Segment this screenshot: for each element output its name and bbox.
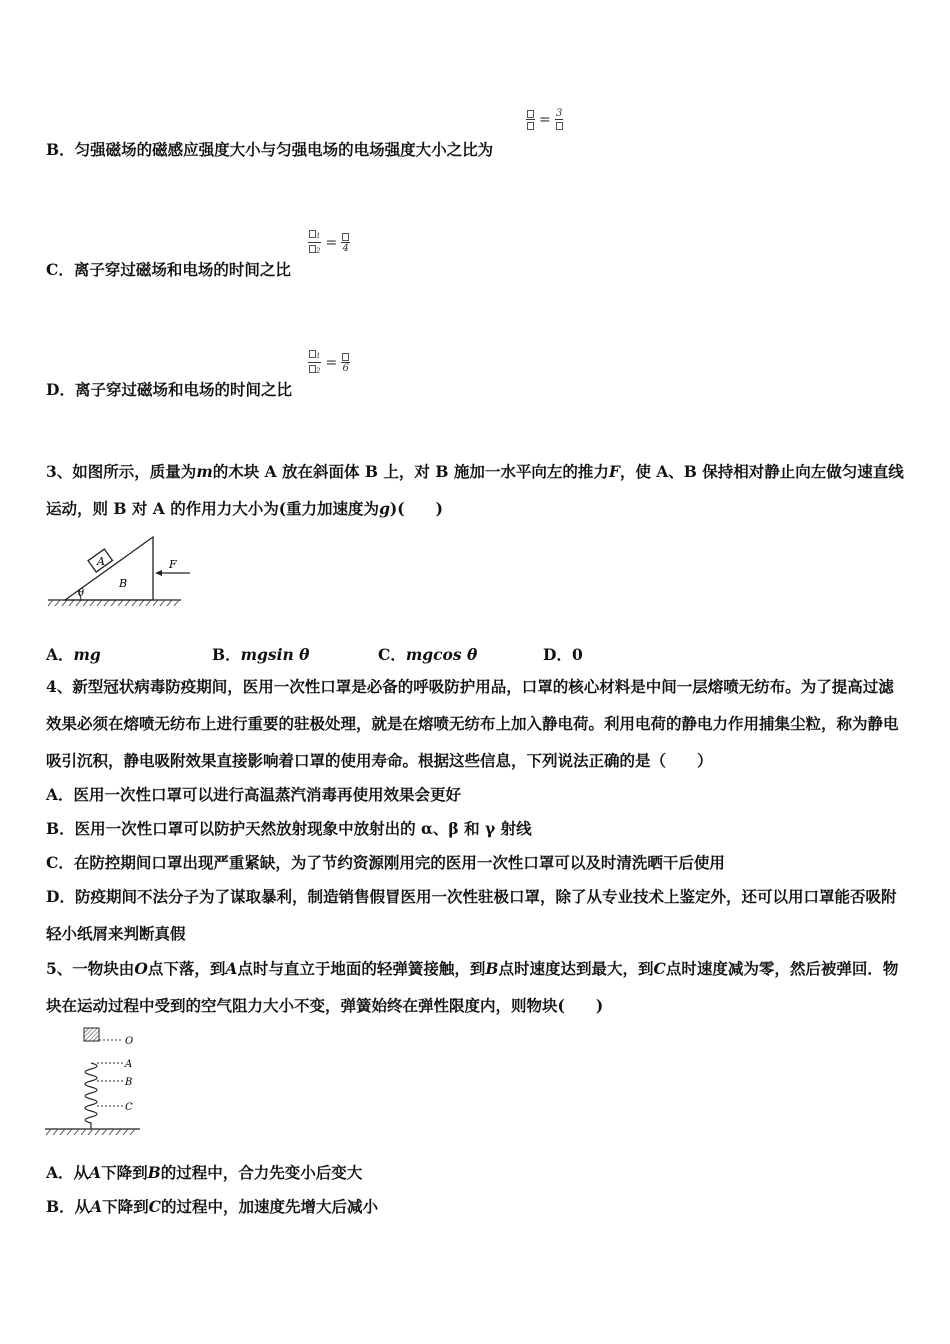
label-o: O <box>125 1036 134 1047</box>
label-b: B <box>119 577 128 590</box>
q3-stem: 3、如图所示，质量为m的木块 A 放在斜面体 B 上，对 B 施加一水平向左的推力F，使 A、B 保持相对静止向左做匀速直线运动，则 B 对 A 的作用力大小为(重力加速度为g)( ) <box>46 462 904 518</box>
force-arrowhead <box>155 570 162 576</box>
q4-option-b: B．医用一次性口罩可以防护天然放射现象中放射出的 α、β 和 γ 射线 <box>46 819 532 838</box>
q4-option-d: D．防疫期间不法分子为了谋取暴利，制造销售假冒医用一次性驻极口罩，除了从专业技术上鉴定外，还可以用口罩能否吸附轻小纸屑来判断真假 <box>46 887 897 943</box>
q2-option-d <box>46 380 292 400</box>
spring-figure <box>45 1025 155 1140</box>
q5-stem: 5、一物块由O点下落，到A点时与直立于地面的轻弹簧接触，到B点时速度达到最大，到C点时速度减为零，然后被弹回．物块在运动过程中受到的空气阻力大小不变，弹簧始终在弹性限度内，则物块( ) <box>46 959 899 1015</box>
label-b: B <box>125 1077 133 1088</box>
label-a: A <box>125 1059 133 1070</box>
q2-c-formula: $\frac{_1}{_2}$ = 4 <box>306 228 352 257</box>
label-f: F <box>169 558 177 571</box>
option-label: B． <box>46 140 75 159</box>
q3-option-c: C．mgcos θ <box>378 645 478 664</box>
q3-option-d: D．0 <box>543 645 583 664</box>
q2-d-formula: $\frac{_1}{_2}$ = 6 <box>306 348 352 377</box>
spring-coil <box>85 1063 97 1129</box>
q5-option-b: B．从A下降到C的过程中，加速度先增大后减小 <box>46 1197 379 1216</box>
formula-denominator: 6 <box>342 363 349 374</box>
q3-option-a: A．mg <box>46 645 101 664</box>
label-c: C <box>125 1102 133 1113</box>
label-a: A <box>97 555 105 568</box>
q4-option-a: A．医用一次性口罩可以进行高温蒸汽消毒再使用效果会更好 <box>46 785 462 804</box>
option-text: 离子穿过磁场和电场的时间之比 <box>74 380 292 399</box>
q4-stem: 4、新型冠状病毒防疫期间，医用一次性口罩是必备的呼吸防护用品，口罩的核心材料是中间一层熔喷无纺布。为了提高过滤效果必须在熔喷无纺布上进行重要的驻极处理，就是在熔喷无纺布上加入静电荷。利用电荷的静电力作用捕集尘粒，称为静电吸引沉积，静电吸附效果直接影响着口罩的使用寿命。根据这些信息，下列说法正确的是（ ） <box>46 677 899 770</box>
ground-hatching <box>46 1129 135 1135</box>
ground-hatching <box>48 600 179 606</box>
q3-option-b: B．mgsin θ <box>212 645 310 664</box>
option-text: 匀强磁场的磁感应强度大小与匀强电场的电场强度大小之比为 <box>74 140 494 159</box>
label-theta: θ <box>78 588 85 599</box>
formula-denominator: 4 <box>342 243 349 254</box>
incline-figure <box>45 535 195 610</box>
q2-option-c <box>46 260 291 280</box>
q2-b-formula: = 3 <box>524 108 566 131</box>
option-label: D． <box>46 380 75 399</box>
option-label: C． <box>46 260 74 279</box>
option-text: 离子穿过磁场和电场的时间之比 <box>73 260 291 279</box>
formula-numerator: 3 <box>556 108 563 119</box>
q5-option-a: A．从A下降到B的过程中，合力先变小后变大 <box>46 1163 363 1182</box>
falling-block <box>84 1028 99 1041</box>
q4-option-c: C．在防控期间口罩出现严重紧缺，为了节约资源刚用完的医用一次性口罩可以及时清洗晒干后使用 <box>46 853 725 872</box>
q2-option-b <box>46 140 493 160</box>
